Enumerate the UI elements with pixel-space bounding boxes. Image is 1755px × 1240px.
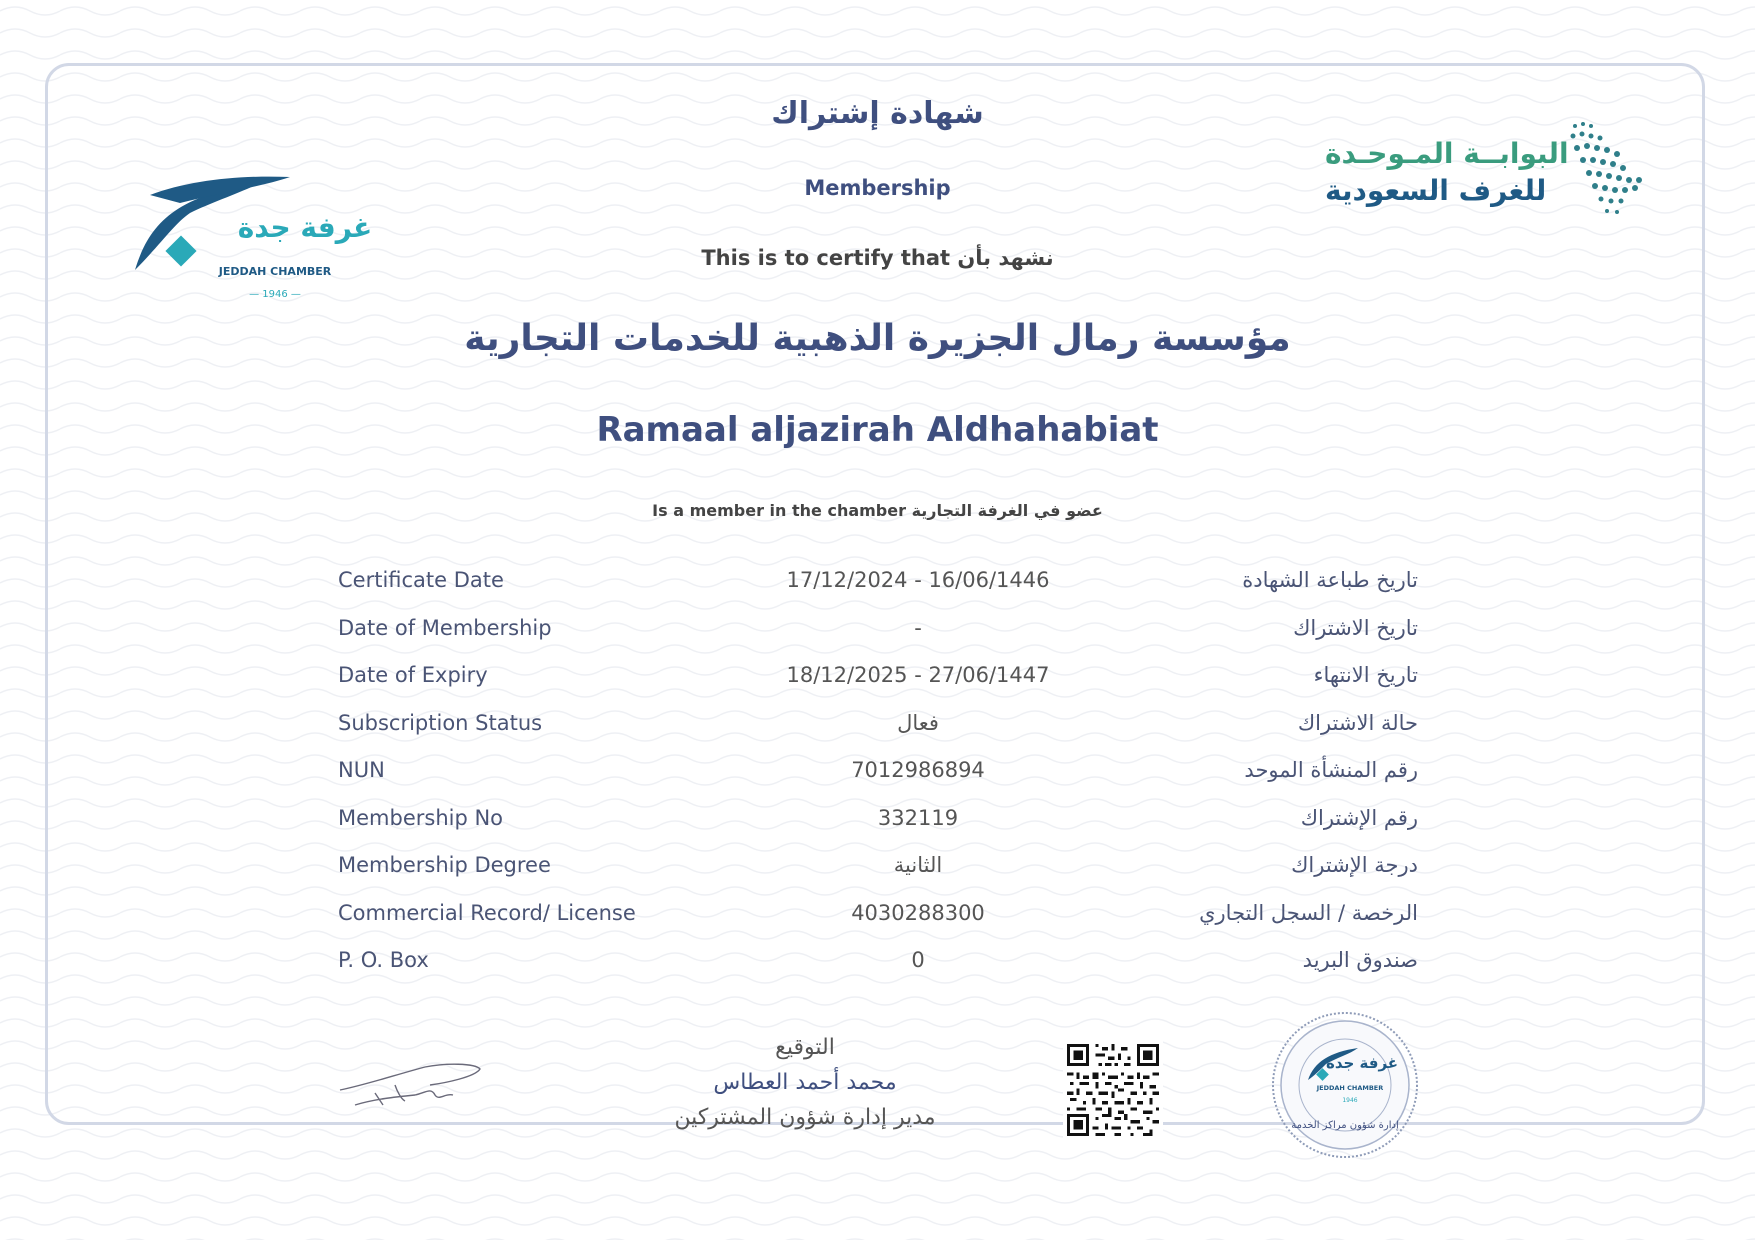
detail-value: فعال: [897, 710, 939, 735]
detail-label-en: P. O. Box: [338, 948, 429, 972]
detail-label-en: Subscription Status: [338, 710, 543, 735]
detail-row-commercial-record: [338, 901, 1418, 949]
detail-label-ar: تاريخ الانتهاء: [1313, 663, 1418, 687]
svg-text:البوابــة المـوحـدة: البوابــة المـوحـدة: [1325, 137, 1569, 170]
detail-label-ar: حالة الاشتراك: [1297, 710, 1418, 735]
detail-value: 0: [911, 948, 925, 972]
detail-label-ar: رقم المنشأة الموحد: [1244, 758, 1418, 782]
membership-details-table: [338, 568, 1418, 996]
member-statement: Is a member in the chamber عضو في الغرفة التجارية: [652, 501, 1103, 520]
detail-label-en: Date of Expiry: [338, 663, 488, 687]
detail-row-membership-date: [338, 616, 1418, 664]
detail-label-ar: صندوق البريد: [1302, 948, 1418, 972]
detail-label-ar: درجة الإشتراك: [1291, 853, 1418, 877]
detail-label-ar: رقم الإشتراك: [1300, 805, 1418, 830]
detail-label-en: NUN: [338, 758, 385, 782]
detail-value: 4030288300: [851, 900, 985, 925]
saudi-chambers-portal-logo: [1325, 118, 1665, 223]
detail-label-en: Date of Membership: [338, 615, 552, 640]
svg-text:للغرف السعودية: للغرف السعودية: [1325, 174, 1547, 207]
svg-text:غرفة جدة: غرفة جدة: [1325, 1054, 1399, 1072]
detail-value: 7012986894: [851, 758, 985, 782]
detail-value: 332119: [877, 805, 959, 830]
signatory-role: مدير إدارة شؤون المشتركين: [674, 1105, 936, 1130]
svg-text:إدارة شؤون مراكز الخدمة: إدارة شؤون مراكز الخدمة: [1291, 1120, 1399, 1131]
detail-label-en: Certificate Date: [338, 568, 504, 592]
certificate-title-arabic: شهادة إشتراك: [771, 96, 984, 131]
signatory-name: محمد أحمد العطاس: [713, 1070, 897, 1095]
detail-value: 18/12/2025 - 27/06/1447: [786, 663, 1050, 687]
detail-value: -: [914, 615, 922, 640]
detail-row-expiry-date: [338, 663, 1418, 711]
detail-row-po-box: [338, 948, 1418, 996]
certify-statement: This is to certify that نشهد بأن: [701, 246, 1054, 270]
detail-label-en: Membership Degree: [338, 853, 551, 877]
detail-row-subscription-status: [338, 711, 1418, 759]
detail-label-ar: الرخصة / السجل التجاري: [1199, 900, 1418, 925]
detail-label-ar: تاريخ طباعة الشهادة: [1242, 568, 1418, 592]
detail-label-en: Membership No: [338, 805, 504, 830]
detail-value: الثانية: [893, 853, 943, 877]
detail-label-ar: تاريخ الاشتراك: [1293, 615, 1418, 640]
detail-label-en: Commercial Record/ License: [338, 900, 636, 925]
detail-row-certificate-date: [338, 568, 1418, 616]
verification-qr-code[interactable]: [1063, 1040, 1163, 1140]
signature-title: التوقيع: [775, 1035, 835, 1060]
svg-text:1946: 1946: [1342, 1097, 1358, 1104]
handwritten-signature: [335, 1055, 485, 1115]
svg-text:JEDDAH CHAMBER: JEDDAH CHAMBER: [1316, 1084, 1384, 1092]
detail-value: 17/12/2024 - 16/06/1446: [786, 568, 1050, 592]
svg-text:غرفة جدة: غرفة جدة: [237, 211, 373, 244]
detail-row-membership-degree: [338, 853, 1418, 901]
company-name-arabic: مؤسسة رمال الجزيرة الذهبية للخدمات التجارية: [464, 318, 1291, 359]
company-name-english: Ramaal aljazirah Aldhahabiat: [596, 410, 1159, 450]
detail-row-membership-no: [338, 806, 1418, 854]
certificate-title-english: Membership: [804, 176, 951, 200]
svg-text:JEDDAH CHAMBER: JEDDAH CHAMBER: [218, 265, 332, 278]
detail-row-nun: [338, 758, 1418, 806]
svg-text:— 1946 —: — 1946 —: [249, 289, 301, 300]
official-stamp: [1270, 1010, 1420, 1160]
